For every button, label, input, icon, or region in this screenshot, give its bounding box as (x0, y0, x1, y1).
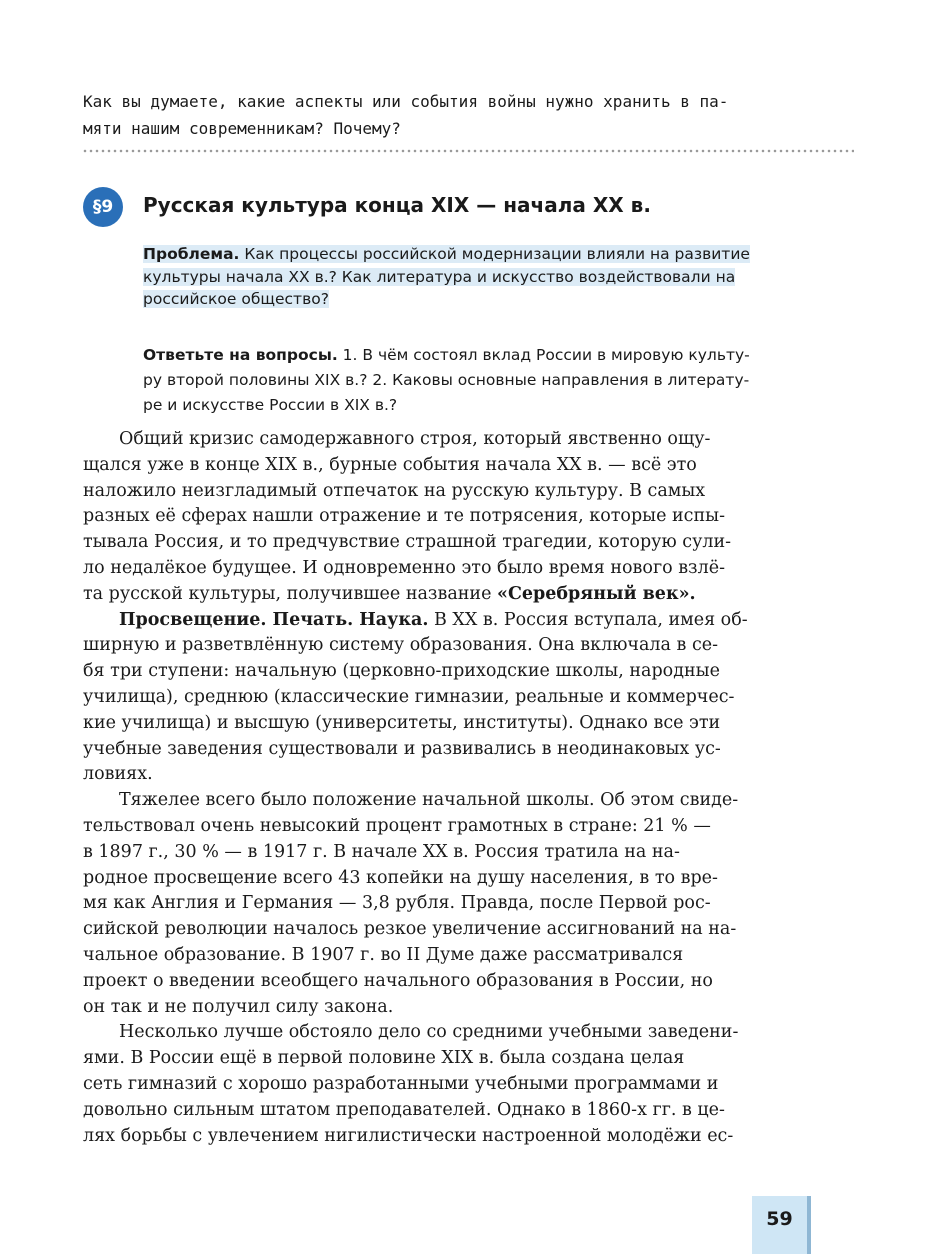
body-line: ями. В России ещё в первой половине XIX в. была создана целая (83, 1048, 685, 1069)
page-number: 59 (766, 1208, 793, 1230)
body-line: проект о введении всеобщего начального образования в России, но (83, 970, 713, 991)
body-line: в 1897 г., 30 % — в 1917 г. В начале XX в. Россия тратила на на- (83, 841, 680, 862)
review-questions-label: Ответьте на вопросы. (143, 346, 338, 364)
body-line: сийской революции началось резкое увеличение ассигнований на на- (83, 919, 737, 940)
problem-text-line: Как процессы российской модернизации влияли на развитие (239, 245, 750, 263)
body-line: он так и не получил силу закона. (83, 996, 394, 1017)
body-line: лях борьбы с увлечением нигилистически настроенной молодёжи ес- (83, 1125, 734, 1146)
key-term: «Серебряный век». (497, 583, 696, 604)
body-line: мя как Англия и Германия — 3,8 рубля. Правда, после Первой рос- (83, 893, 711, 914)
body-line: щался уже в конце XIX в., бурные события начала XX в. — всё это (83, 454, 697, 475)
body-line (83, 582, 855, 608)
section-number-badge: §9 (83, 187, 123, 227)
body-line: ло недалёкое будущее. И одновременно это было время нового взлё- (83, 557, 725, 578)
review-questions-line: 1. В чём состоял вклад России в мировую культу- (337, 346, 750, 364)
discussion-question (83, 88, 855, 142)
body-line: родное просвещение всего 43 копейки на душу населения, в то вре- (83, 867, 718, 888)
body-line: училища), среднюю (классические гимназии, реальные и коммерчес- (83, 686, 735, 707)
body-line: разных её сферах нашли отражение и те потрясения, которые испы- (83, 506, 725, 527)
review-questions-line: ре и искусстве России в XIX в.? (143, 396, 398, 414)
body-line: бя три ступени: начальную (церковно-приходские школы, народные (83, 661, 720, 682)
body-line: тывала Россия, и то предчувствие страшной трагедии, которую сули- (83, 532, 732, 553)
body-line: сеть гимназий с хорошо разработанными учебными программами и (83, 1073, 719, 1094)
body-line: ловиях. (83, 764, 153, 785)
problem-text-line: российское общество? (143, 290, 329, 308)
question-line: мяти нашим современникам? Почему? (83, 119, 401, 138)
question-line: Как вы думаете, какие аспекты или события войны нужно хранить в па- (83, 92, 729, 111)
body-line: Несколько лучше обстояло дело со средними учебными заведени- (119, 1022, 739, 1043)
body-line: кие училища) и высшую (университеты, институты). Однако все эти (83, 712, 721, 733)
body-line: Общий кризис самодержавного строя, который явственно ощу- (119, 429, 711, 449)
subheading: Просвещение. Печать. Наука. (119, 609, 429, 630)
problem-block (143, 243, 853, 311)
body-line (83, 608, 855, 634)
body-line: Тяжелее всего было положение начальной школы. Об этом свиде- (119, 790, 739, 811)
page-number-tab-edge (807, 1196, 811, 1254)
body-line: наложило неизгладимый отпечаток на русскую культуру. В самых (83, 480, 706, 501)
body-line-text: та русской культуры, получившее название (83, 583, 498, 604)
body-line: тельствовал очень невысокий процент грамотных в стране: 21 % — (83, 815, 711, 836)
dotted-divider (82, 149, 854, 153)
body-line: чальное образование. В 1907 г. во II Думе даже рассматривался (83, 944, 684, 965)
section-title: Русская культура конца XIX — начала XX в. (143, 193, 651, 217)
body-text (83, 427, 855, 1149)
problem-text-line: культуры начала XX в.? Как литература и искусство воздействовали на (143, 267, 736, 286)
body-line-text: В XX в. Россия вступала, имея об- (428, 609, 748, 630)
review-questions-block (143, 343, 853, 418)
review-questions-line: ру второй половины XIX в.? 2. Каковы основные направления в литерату- (143, 371, 750, 389)
problem-label: Проблема. (143, 245, 240, 263)
body-line: учебные заведения существовали и развивались в неодинаковых ус- (83, 738, 721, 759)
body-line: довольно сильным штатом преподавателей. Однако в 1860-х гг. в це- (83, 1099, 725, 1120)
body-line: ширную и разветвлённую систему образования. Она включала в се- (83, 635, 719, 656)
